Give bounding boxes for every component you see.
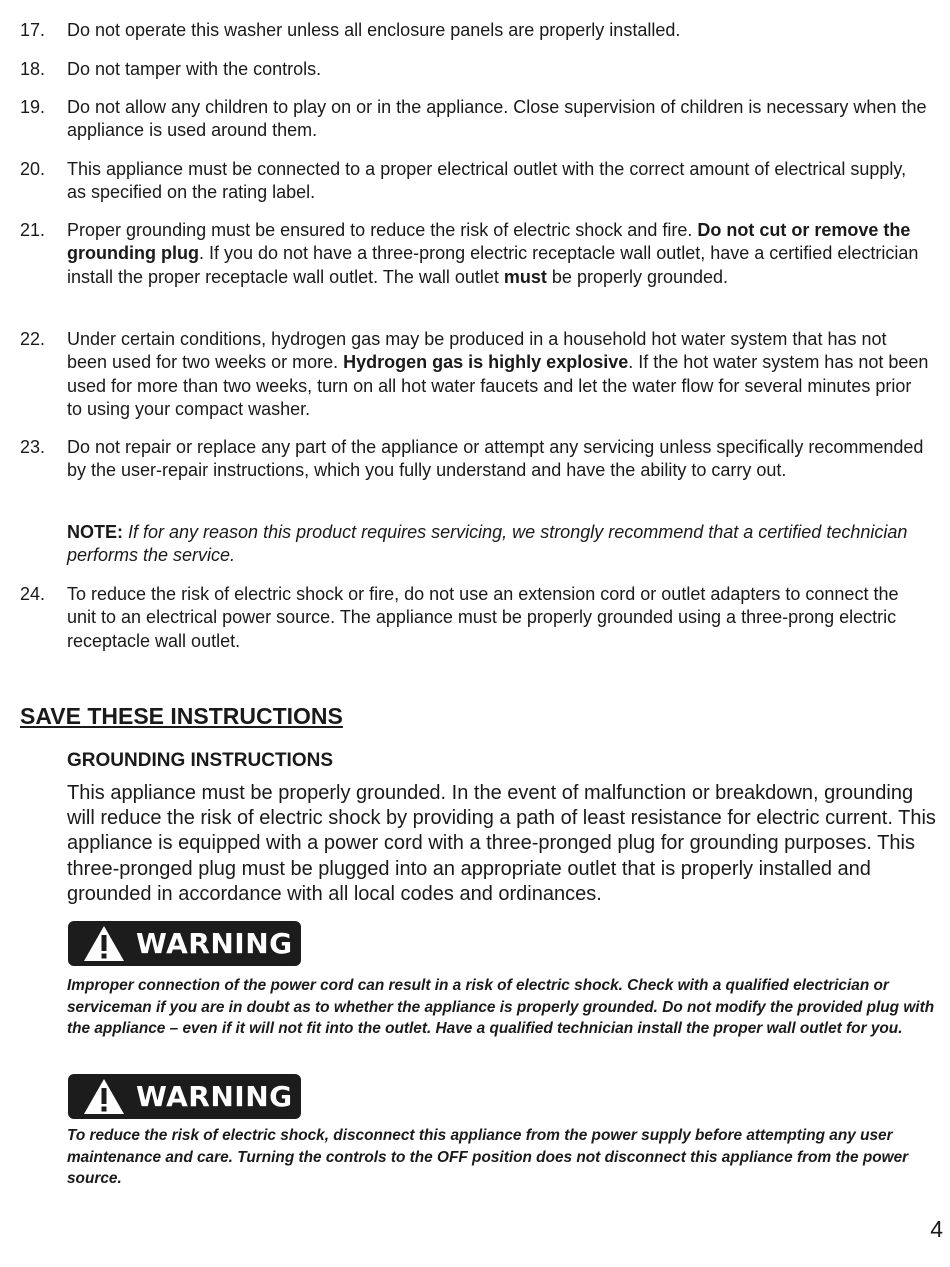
grounding-paragraph: This appliance must be properly grounded. In the event of malfunction or breakdown, grounding will reduce the risk of electric shock by providing a path of least resistance for electric current. This appliance is equipped with a power cord with a three-pronged plug for grounding purposes. This three-pronged plug must be plugged into an appropriate outlet that is properly installed and grounded in accordance with all local codes and ordinances.: [67, 782, 936, 905]
warning-label: WARNING: [136, 927, 293, 960]
safety-item: [20, 328, 930, 421]
save-instructions-heading: SAVE THESE INSTRUCTIONS: [20, 703, 343, 729]
warning-triangle-icon: [83, 925, 125, 962]
item-number: 19.: [20, 97, 46, 117]
safety-item: [20, 219, 930, 289]
warning-triangle-icon: [83, 1078, 125, 1115]
warning-label: WARNING: [136, 1080, 293, 1113]
emphasis-text: must: [503, 266, 547, 287]
note-label: NOTE:: [67, 522, 123, 542]
item-text: Do not allow any children to play on or in the appliance. Close supervision of children is necessary when the appliance is used around them.: [67, 97, 927, 141]
emphasis-text: Do not cut or remove the grounding plug: [67, 220, 911, 264]
item-text: Under certain conditions, hydrogen gas may be produced in a household hot water system that has not been used for two weeks or more. Hydrogen gas is highly explosive. If the hot water system has not been used for more than two weeks, turn on all hot water faucets and let the water flow for several minutes prior to using your compact washer.: [67, 329, 929, 419]
item-text: Do not operate this washer unless all enclosure panels are properly installed.: [67, 20, 681, 40]
safety-item: [20, 96, 930, 143]
item-text: Proper grounding must be ensured to reduce the risk of electric shock and fire. Do not cut or remove the grounding plug. If you do not have a three-prong electric receptacle wall outlet, have a certified electrician install the proper receptacle wall outlet. The wall outlet must be properly grounded.: [67, 220, 919, 287]
safety-item: [20, 19, 930, 42]
item-number: 17.: [20, 20, 46, 40]
safety-item: [20, 436, 930, 483]
item-number: 23.: [20, 437, 46, 457]
item-number: 22.: [20, 329, 46, 349]
service-note: [67, 521, 927, 568]
item-text: Do not repair or replace any part of the appliance or attempt any servicing unless specifically recommended by the user-repair instructions, which you fully understand and have the ability to carry out.: [67, 437, 924, 481]
emphasis-text: Hydrogen gas is highly explosive: [343, 352, 629, 373]
item-number: 21.: [20, 220, 46, 240]
note-text: If for any reason this product requires servicing, we strongly recommend that a certified technician performs the service.: [67, 522, 908, 566]
safety-item: [20, 158, 930, 205]
item-number: 20.: [20, 159, 46, 179]
item-number: 24.: [20, 584, 46, 604]
grounding-heading: GROUNDING INSTRUCTIONS: [67, 750, 333, 771]
warning-text: Improper connection of the power cord can result in a risk of electric shock. Check with a qualified electrician or serviceman if you are in doubt as to whether the appliance is properly grounded. Do not modify the provided plug with the appliance – even if it will not fit into the outlet. Have a qualified technician install the proper wall outlet for you.: [67, 977, 935, 1037]
item-text: Do not tamper with the controls.: [67, 59, 322, 79]
item-text: This appliance must be connected to a proper electrical outlet with the correct amount of electrical supply, as specified on the rating label.: [67, 159, 907, 203]
warning-badge: [68, 921, 301, 966]
item-text: To reduce the risk of electric shock or fire, do not use an extension cord or outlet adapters to connect the unit to an electrical power source. The appliance must be properly grounded using a three-prong electric receptacle wall outlet.: [67, 584, 899, 651]
warning-badge: [68, 1074, 301, 1119]
safety-item: [20, 58, 930, 81]
warning-text: To reduce the risk of electric shock, disconnect this appliance from the power supply before attempting any user maintenance and care. Turning the controls to the OFF position does not disconnect this appliance from the power source.: [67, 1127, 909, 1187]
item-number: 18.: [20, 59, 46, 79]
page-number: 4: [930, 1216, 943, 1242]
safety-item: [20, 583, 930, 653]
